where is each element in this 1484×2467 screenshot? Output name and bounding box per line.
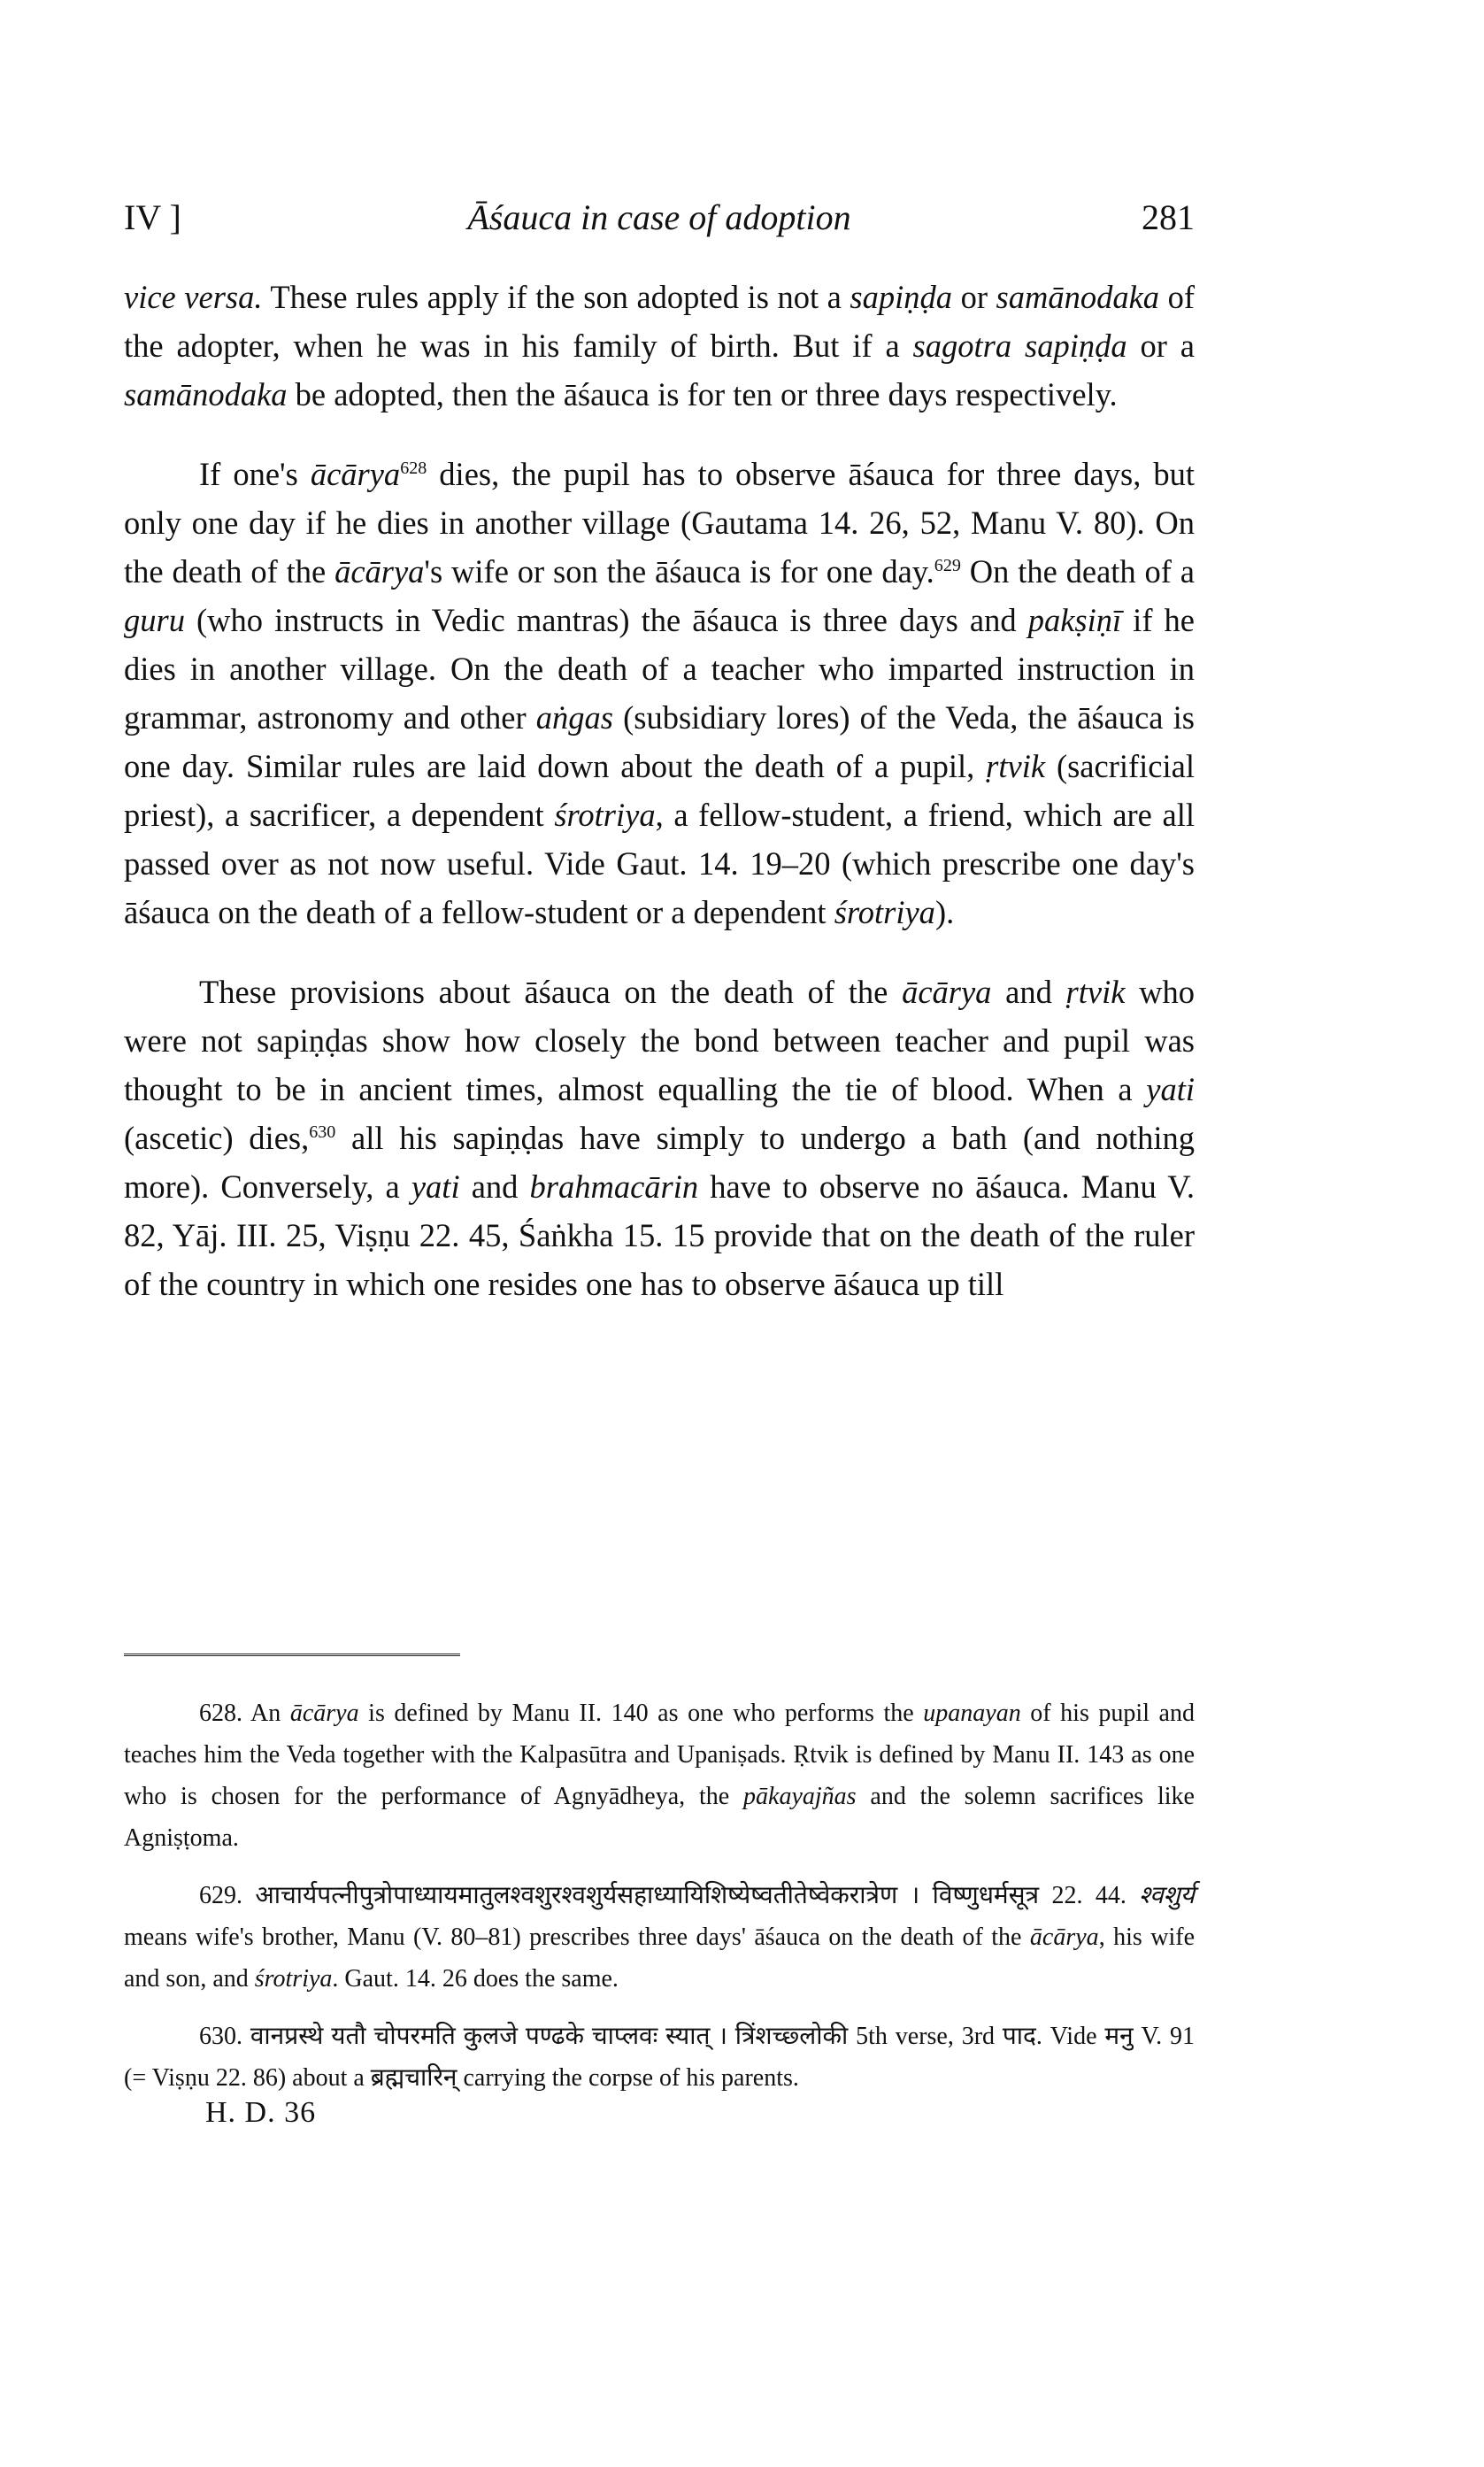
italic-term: samānodaka [996, 279, 1160, 315]
italic-term: śrotriya [554, 797, 656, 833]
text-run: (ascetic) dies, [124, 1120, 310, 1156]
text-run: be adopted, then the āśauca is for ten or three days respectively. [287, 376, 1118, 412]
italic-term: brahmacārin [529, 1168, 699, 1205]
text-run: of his pupil and teaches him the Veda together with the Kalpasūtra and Upaniṣads. Ṛtvik is defined by Manu II. 143 as one who is chosen for the performance of Agnyādheya, the [124, 1700, 1195, 1810]
text-run: or [952, 279, 996, 315]
italic-term: pakṣiṇī [1027, 602, 1122, 638]
footnote-ref-628[interactable]: 628 [400, 458, 427, 478]
italic-term: śrotriya [254, 1965, 333, 1993]
text-run: and [991, 974, 1066, 1010]
italic-term: śrotriya [834, 894, 935, 930]
text-run: and [459, 1168, 530, 1205]
text-run: वानप्रस्थे यतौ चोपरमति कुलजे पण्ढके चाप्लवः स्यात् । त्रिंशच्छ्लोकी 5th verse, 3rd पाद. Vide मनु V. 91 (= Viṣṇu 22. 86) about a ब्रह्मचारिन् carrying the corpse of his parents. [124, 2023, 1195, 2092]
main-text [124, 273, 1195, 1339]
text-run: , his wife and son, and [124, 1923, 1195, 1993]
footnote-ref-629[interactable]: 629 [934, 555, 961, 575]
text-run: आचार्यपत्नीपुत्रोपाध्यायमातुलश्वशुरश्वशुर्यसहाध्यायिशिष्येष्वतीतेष्वेकरात्रेण । विष्णुधर्मसूत्र 22. 44. [242, 1882, 1140, 1909]
footnote-number: 629. [199, 1882, 242, 1909]
italic-term: vice versa. [124, 279, 263, 315]
text-run: On the death of a [960, 553, 1195, 590]
text-run: An [242, 1700, 290, 1727]
text-run: If one's [199, 456, 311, 492]
text-run: have to observe no āśauca. Manu V. 82, Yāj. III. 25, Viṣṇu 22. 45, Śaṅkha 15. 15 provide that on the death of the ruler of the country in which one resides one has to observe āśauca up till [124, 1168, 1195, 1302]
footnote-ref-630[interactable]: 630 [309, 1122, 336, 1142]
text-run: , a fellow-student, a friend, which are all passed over as not now useful. Vide Gaut. 14. 19–20 (which prescribe one day's āśauca on the death of a fellow-student or a dependent [124, 797, 1195, 930]
text-run: or a [1126, 328, 1195, 364]
italic-term: ācārya [1029, 1923, 1099, 1951]
text-run: means wife's brother, Manu (V. 80–81) prescribes three days' āśauca on the death of the [124, 1923, 1030, 1951]
paragraph-1 [124, 273, 1195, 419]
italic-term: upanayan [923, 1700, 1021, 1727]
text-run: if he dies in another village. On the death of a teacher who imparted instruction in grammar, astronomy and other [124, 602, 1195, 736]
text-run: (subsidiary lores) of the Veda, the āśauca is one day. Similar rules are laid down about the death of a pupil, [124, 699, 1195, 784]
italic-term: ṛtvik [986, 748, 1046, 784]
paragraph-2 [124, 450, 1195, 937]
footnote-629 [124, 1875, 1195, 2000]
italic-term: aṅgas [535, 699, 613, 736]
footnote-number: 628. [199, 1700, 242, 1727]
paragraph-3 [124, 968, 1195, 1308]
italic-term: yati [411, 1168, 460, 1205]
text-run: These provisions about āśauca on the death of the [199, 974, 903, 1010]
text-run: These rules apply if the son adopted is not a [262, 279, 850, 315]
text-run: 's wife or son the āśauca is for one day. [424, 553, 934, 590]
text-run: and the solemn sacrifices like Agniṣṭoma. [124, 1783, 1195, 1852]
italic-term: pākayajñas [743, 1783, 857, 1810]
italic-term: samānodaka [124, 376, 288, 412]
italic-term: guru [124, 602, 185, 638]
text-run: ). [934, 894, 955, 930]
text-run: who were not sapiṇḍas show how closely the bond between teacher and pupil was thought to be in ancient times, almost equalling the tie of blood. When a [124, 974, 1195, 1107]
footnote-628 [124, 1692, 1195, 1859]
chapter-marker: IV ] [124, 197, 181, 237]
text-run: all his sapiṇḍas have simply to undergo a bath (and nothing more). Conversely, a [124, 1120, 1195, 1205]
footnotes [124, 1692, 1195, 2115]
italic-term: ācārya [310, 456, 401, 492]
text-run: of the adopter, when he was in his family of birth. But if a [124, 279, 1196, 364]
italic-term: ācārya [289, 1700, 359, 1727]
footnote-separator [124, 1654, 460, 1656]
text-run: dies, the pupil has to observe āśauca for three days, but only one day if he dies in another village (Gautama 14. 26, 52, Manu V. 80). On the death of the [124, 456, 1195, 590]
footnote-number: 630. [199, 2023, 242, 2050]
italic-term: ācārya [902, 974, 992, 1010]
italic-term: sagotra sapiṇḍa [912, 328, 1127, 364]
text-run: is defined by Manu II. 140 as one who performs the [358, 1700, 924, 1727]
page-number: 281 [1142, 197, 1195, 237]
text-run: . Gaut. 14. 26 does the same. [332, 1965, 619, 1993]
running-header [124, 197, 1195, 250]
italic-term: ācārya [334, 553, 425, 590]
italic-term: yati [1146, 1071, 1195, 1107]
italic-term: श्वशुर्य [1139, 1882, 1195, 1909]
italic-term: ṛtvik [1065, 974, 1126, 1010]
text-run: (who instructs in Vedic mantras) the āśauca is three days and [184, 602, 1028, 638]
footnote-630 [124, 2016, 1195, 2099]
italic-term: sapiṇḍa [850, 279, 953, 315]
running-title: Āśauca in case of adoption [467, 197, 851, 237]
signature-mark: H. D. 36 [205, 2096, 317, 2129]
text-run: (sacrificial priest), a sacrificer, a dependent [124, 748, 1195, 833]
